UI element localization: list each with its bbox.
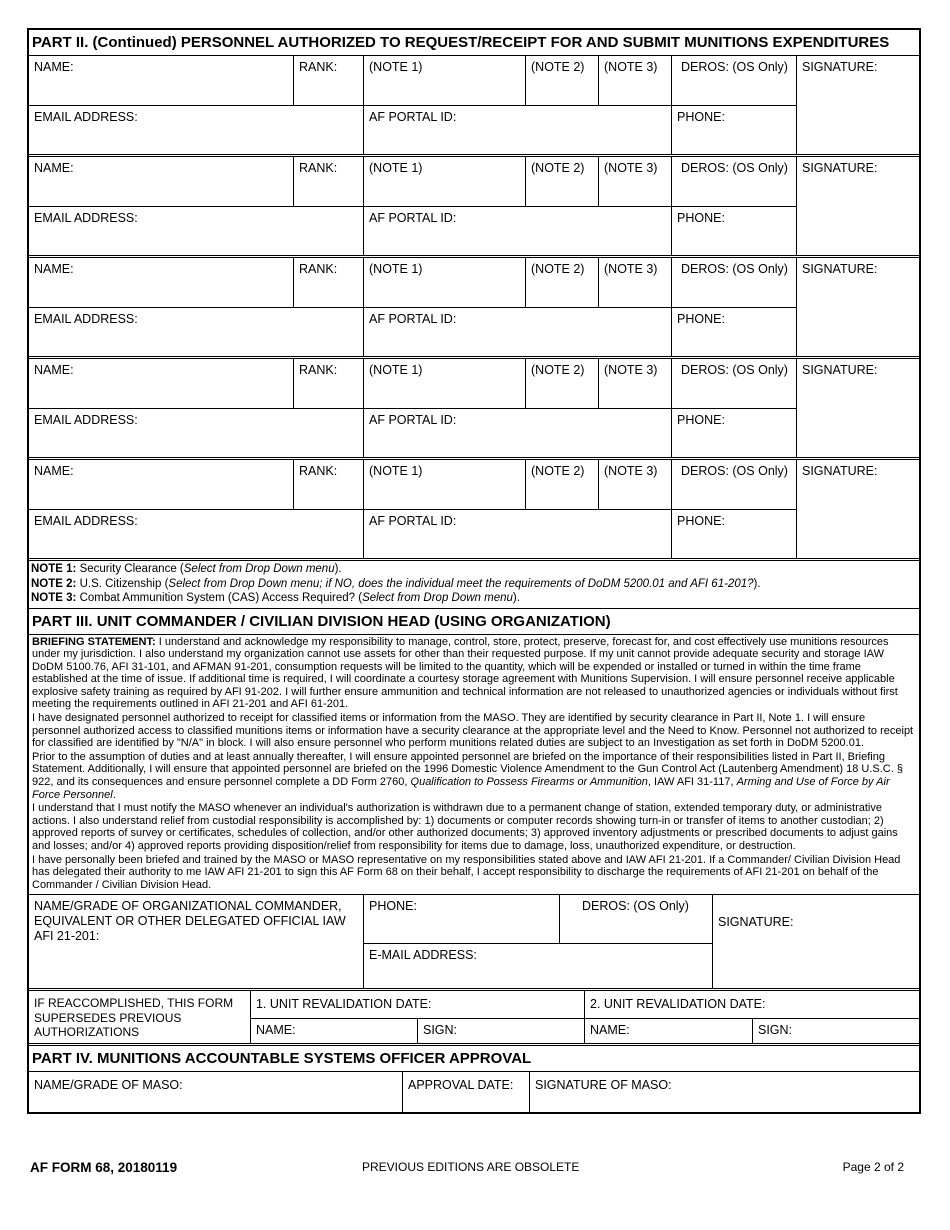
phone-label: PHONE:: [677, 312, 725, 326]
commander-block: [29, 895, 919, 991]
af-portal-id-label: AF PORTAL ID:: [369, 514, 457, 528]
deros-label: DEROS: (OS Only): [681, 60, 788, 74]
note-1-select[interactable]: [364, 359, 526, 408]
email-field[interactable]: [29, 106, 364, 154]
name-label: NAME:: [34, 363, 74, 377]
rank-label: RANK:: [299, 464, 338, 478]
signature-label: SIGNATURE:: [802, 464, 878, 478]
note-1-label: (NOTE 1): [369, 60, 423, 74]
signature-label: SIGNATURE:: [802, 262, 878, 276]
revalidation-1-sign[interactable]: [418, 1019, 585, 1043]
rank-field[interactable]: [294, 359, 364, 408]
commander-phone-field[interactable]: [364, 895, 560, 943]
briefing-paragraph-1: BRIEFING STATEMENT: I understand and acknowledge my responsibility to manage, control, store, protect, preserve, forecast for, and cost effectively use munitions resources under my jurisdiction. I also understand my organization cannot use assets for other than their requested purpose. If my unit cannot provide adequate security and storage IAW DoDM 5100.76, AFI 31-101, and AFMAN 91-201, consumption requests will be limited to the quantity, which will be expended or installed or turned in within the time frame established at the time of issue. If additional time is required, I will coordinate a courtesy storage agreement with Munitions Supervision. I will ensure personnel receive applicable explosive safety training as required by AFI 91-202. I will further ensure ammunition and technical information are not released to unauthorized agencies or individuals without first meeting the requirements outlined in AFI 21-201 and AFI 61-201.: [32, 635, 898, 711]
note-2-select[interactable]: [526, 460, 599, 509]
note-3-select[interactable]: [599, 359, 672, 408]
commander-email-field[interactable]: [364, 944, 712, 988]
note-2-label: (NOTE 2): [531, 464, 585, 478]
email-label: EMAIL ADDRESS:: [34, 413, 138, 427]
af-portal-id-field[interactable]: [364, 308, 672, 356]
deros-field[interactable]: [672, 258, 796, 307]
commander-deros-field[interactable]: [560, 895, 712, 943]
af-portal-id-label: AF PORTAL ID:: [369, 312, 457, 326]
personnel-entry: [29, 56, 919, 157]
deros-label: DEROS: (OS Only): [681, 363, 788, 377]
phone-field[interactable]: [672, 510, 796, 558]
signature-label: SIGNATURE:: [802, 60, 878, 74]
briefing-paragraph-3: Prior to the assumption of duties and at least annually thereafter, I will ensure appointed personnel are briefed on the importance of their responsibilities listed in Part II, Briefing Statement. Additionally, I will ensure that appointed personnel are briefed on the 1996 Domestic Violence Amendment to the Gun Control Act (Lautenberg Amendment) 18 U.S.C. § 922, and its consequences and ensure personnel complete a DD Form 2760, Qualification to Possess Firearms or Ammunition, IAW AFI 31-117, Arming and Use of Force by Air Force Personnel.: [32, 750, 903, 801]
personnel-entry: [29, 258, 919, 359]
rank-label: RANK:: [299, 363, 338, 377]
note-3-label: (NOTE 3): [604, 161, 658, 175]
email-field[interactable]: [29, 308, 364, 356]
revalidation-2-name-label: NAME:: [590, 1023, 630, 1038]
revalidation-date-1-label: 1. UNIT REVALIDATION DATE:: [256, 997, 432, 1012]
commander-name-label: NAME/GRADE OF ORGANIZATIONAL COMMANDER, EQUIVALENT OR OTHER DELEGATED OFFICIAL IAW AFI 21-201:: [34, 899, 346, 944]
email-field[interactable]: [29, 510, 364, 558]
deros-field[interactable]: [672, 359, 796, 408]
af-portal-id-label: AF PORTAL ID:: [369, 413, 457, 427]
note-1-label: (NOTE 1): [369, 464, 423, 478]
maso-name-field[interactable]: [29, 1072, 403, 1112]
personnel-entry: [29, 460, 919, 561]
commander-signature-field[interactable]: [713, 895, 919, 988]
note-3-select[interactable]: [599, 258, 672, 307]
part-4-title: PART IV. MUNITIONS ACCOUNTABLE SYSTEMS OFFICER APPROVAL: [29, 1046, 919, 1072]
deros-label: DEROS: (OS Only): [681, 262, 788, 276]
briefing-paragraph-4: I understand that I must notify the MASO whenever an individual's authorization is withdrawn due to a permanent change of station, extended temporary duty, or administrative actions. I also understand relief from custodial responsibility is accomplished by: 1) documents or computer records showing turn-in or transfer of items to another custodian; 2) approved reports of survey or certificates, schedules of collection, and/or other authorized documents; 3) approved inventory adjustments or prescribed documents to adjust gains and losses; and/or 4) approved reports providing disposition/relief from responsibility for items due to damage, loss, unauthorized expenditure, or destruction.: [32, 802, 898, 852]
note-1-select[interactable]: [364, 157, 526, 206]
deros-label: DEROS: (OS Only): [681, 161, 788, 175]
revalidation-block: [29, 991, 919, 1046]
note-3-label: (NOTE 3): [604, 464, 658, 478]
rank-label: RANK:: [299, 60, 338, 74]
signature-field[interactable]: [797, 460, 919, 558]
name-label: NAME:: [34, 161, 74, 175]
note-2-label: (NOTE 2): [531, 363, 585, 377]
name-field[interactable]: [29, 157, 294, 206]
note-2-select[interactable]: [526, 258, 599, 307]
reaccomplished-note: IF REACCOMPLISHED, THIS FORM SUPERSEDES PREVIOUS AUTHORIZATIONS: [29, 991, 251, 1043]
name-field[interactable]: [29, 359, 294, 408]
name-field[interactable]: [29, 460, 294, 509]
phone-label: PHONE:: [677, 110, 725, 124]
notes-section: [29, 561, 919, 609]
signature-label: SIGNATURE:: [802, 161, 878, 175]
email-label: EMAIL ADDRESS:: [34, 514, 138, 528]
name-label: NAME:: [34, 464, 74, 478]
note-3-select[interactable]: [599, 56, 672, 105]
form-footer: [30, 1160, 904, 1178]
note-2: NOTE 2: U.S. Citizenship (Select from Drop Down menu; if NO, does the individual meet the requirements of DoDM 5200.01 and AFI 61-201?).: [31, 577, 761, 590]
commander-name-field[interactable]: [29, 895, 364, 988]
email-field[interactable]: [29, 207, 364, 255]
note-3-label: (NOTE 3): [604, 262, 658, 276]
revalidation-2-sign[interactable]: [753, 1019, 919, 1043]
personnel-entry: [29, 359, 919, 460]
note-2-select[interactable]: [526, 56, 599, 105]
note-1-label: (NOTE 1): [369, 363, 423, 377]
note-3-select[interactable]: [599, 460, 672, 509]
maso-signature-field[interactable]: [530, 1072, 919, 1112]
email-field[interactable]: [29, 409, 364, 457]
note-1-label: (NOTE 1): [369, 161, 423, 175]
phone-label: PHONE:: [677, 514, 725, 528]
maso-signature-label: SIGNATURE OF MASO:: [535, 1078, 672, 1093]
briefing-paragraph-5: I have personally been briefed and trained by the MASO or MASO representative on my responsibilities stated above and IAW AFI 21-201. If a Commander/ Civilian Division Head has delegated their authority to me IAW AFI 21-201 to sign this AF Form 68 on their behalf, I accept responsibility to discharge the requirements of AFI 21-201 on behalf of the Commander / Civilian Division Head.: [32, 853, 901, 891]
phone-label: PHONE:: [677, 211, 725, 225]
af-form-68-page-2: [27, 28, 921, 1114]
af-portal-id-field[interactable]: [364, 510, 672, 558]
af-portal-id-field[interactable]: [364, 106, 672, 154]
name-field[interactable]: [29, 56, 294, 105]
commander-deros-label: DEROS: (OS Only): [582, 899, 689, 914]
commander-phone-label: PHONE:: [369, 899, 417, 914]
maso-approval-block: [29, 1072, 919, 1112]
revalidation-2-name[interactable]: [585, 1019, 753, 1043]
deros-field[interactable]: [672, 157, 796, 206]
note-2-select[interactable]: [526, 157, 599, 206]
approval-date-field[interactable]: [403, 1072, 530, 1112]
personnel-entry: [29, 157, 919, 258]
rank-field[interactable]: [294, 460, 364, 509]
note-1-select[interactable]: [364, 56, 526, 105]
phone-field[interactable]: [672, 308, 796, 356]
note-3-label: (NOTE 3): [604, 363, 658, 377]
note-1: NOTE 1: Security Clearance (Select from Drop Down menu).: [31, 563, 342, 575]
note-3: NOTE 3: Combat Ammunition System (CAS) Access Required? (Select from Drop Down menu).: [31, 592, 520, 604]
note-2-label: (NOTE 2): [531, 262, 585, 276]
part-2-title: PART II. (Continued) PERSONNEL AUTHORIZED TO REQUEST/RECEIPT FOR AND SUBMIT MUNITIONS EXPENDITURES: [29, 30, 919, 56]
signature-field[interactable]: [797, 359, 919, 457]
revalidation-1-name[interactable]: [251, 1019, 418, 1043]
briefing-paragraph-2: I have designated personnel authorized to receipt for classified items or information from the MASO. They are identified by security clearance in Part II, Note 1. I will ensure personnel authorized access to classified munitions items or information have a security clearance at the appropriate level and the Need to Know. Personnel not authorized to receipt for classified are identified by "N/A" in block. I will also ensure personnel who perform munitions related duties are subject to an Investigation as set forth in DoDM 5200.01.: [32, 712, 914, 750]
phone-field[interactable]: [672, 106, 796, 154]
note-1-label: (NOTE 1): [369, 262, 423, 276]
email-label: EMAIL ADDRESS:: [34, 211, 138, 225]
revalidation-date-1[interactable]: [251, 991, 585, 1018]
af-portal-id-label: AF PORTAL ID:: [369, 110, 457, 124]
note-3-select[interactable]: [599, 157, 672, 206]
page-number: Page 2 of 2: [842, 1160, 904, 1174]
obsolete-notice: PREVIOUS EDITIONS ARE OBSOLETE: [362, 1160, 580, 1174]
note-1-select[interactable]: [364, 460, 526, 509]
af-portal-id-field[interactable]: [364, 409, 672, 457]
commander-signature-label: SIGNATURE:: [718, 915, 794, 930]
phone-label: PHONE:: [677, 413, 725, 427]
approval-date-label: APPROVAL DATE:: [408, 1078, 514, 1093]
revalidation-date-2[interactable]: [585, 991, 919, 1018]
name-field[interactable]: [29, 258, 294, 307]
signature-field[interactable]: [797, 56, 919, 154]
deros-field[interactable]: [672, 460, 796, 509]
revalidation-1-name-label: NAME:: [256, 1023, 296, 1038]
rank-label: RANK:: [299, 262, 338, 276]
note-2-label: (NOTE 2): [531, 161, 585, 175]
revalidation-1-sign-label: SIGN:: [423, 1023, 458, 1038]
signature-field[interactable]: [797, 258, 919, 356]
revalidation-date-2-label: 2. UNIT REVALIDATION DATE:: [590, 997, 766, 1012]
briefing-statement: [29, 635, 919, 896]
name-label: NAME:: [34, 262, 74, 276]
rank-field[interactable]: [294, 157, 364, 206]
email-label: EMAIL ADDRESS:: [34, 312, 138, 326]
phone-field[interactable]: [672, 409, 796, 457]
deros-field[interactable]: [672, 56, 796, 105]
form-id: AF FORM 68, 20180119: [30, 1160, 178, 1175]
name-label: NAME:: [34, 60, 74, 74]
email-label: EMAIL ADDRESS:: [34, 110, 138, 124]
rank-label: RANK:: [299, 161, 338, 175]
note-1-select[interactable]: [364, 258, 526, 307]
note-2-select[interactable]: [526, 359, 599, 408]
phone-field[interactable]: [672, 207, 796, 255]
af-portal-id-label: AF PORTAL ID:: [369, 211, 457, 225]
rank-field[interactable]: [294, 56, 364, 105]
rank-field[interactable]: [294, 258, 364, 307]
note-2-label: (NOTE 2): [531, 60, 585, 74]
personnel-list: [29, 56, 919, 561]
signature-field[interactable]: [797, 157, 919, 255]
note-3-label: (NOTE 3): [604, 60, 658, 74]
part-3-title: PART III. UNIT COMMANDER / CIVILIAN DIVISION HEAD (USING ORGANIZATION): [29, 609, 919, 635]
maso-name-label: NAME/GRADE OF MASO:: [34, 1078, 183, 1093]
revalidation-2-sign-label: SIGN:: [758, 1023, 793, 1038]
af-portal-id-field[interactable]: [364, 207, 672, 255]
signature-label: SIGNATURE:: [802, 363, 878, 377]
deros-label: DEROS: (OS Only): [681, 464, 788, 478]
commander-email-label: E-MAIL ADDRESS:: [369, 948, 477, 963]
